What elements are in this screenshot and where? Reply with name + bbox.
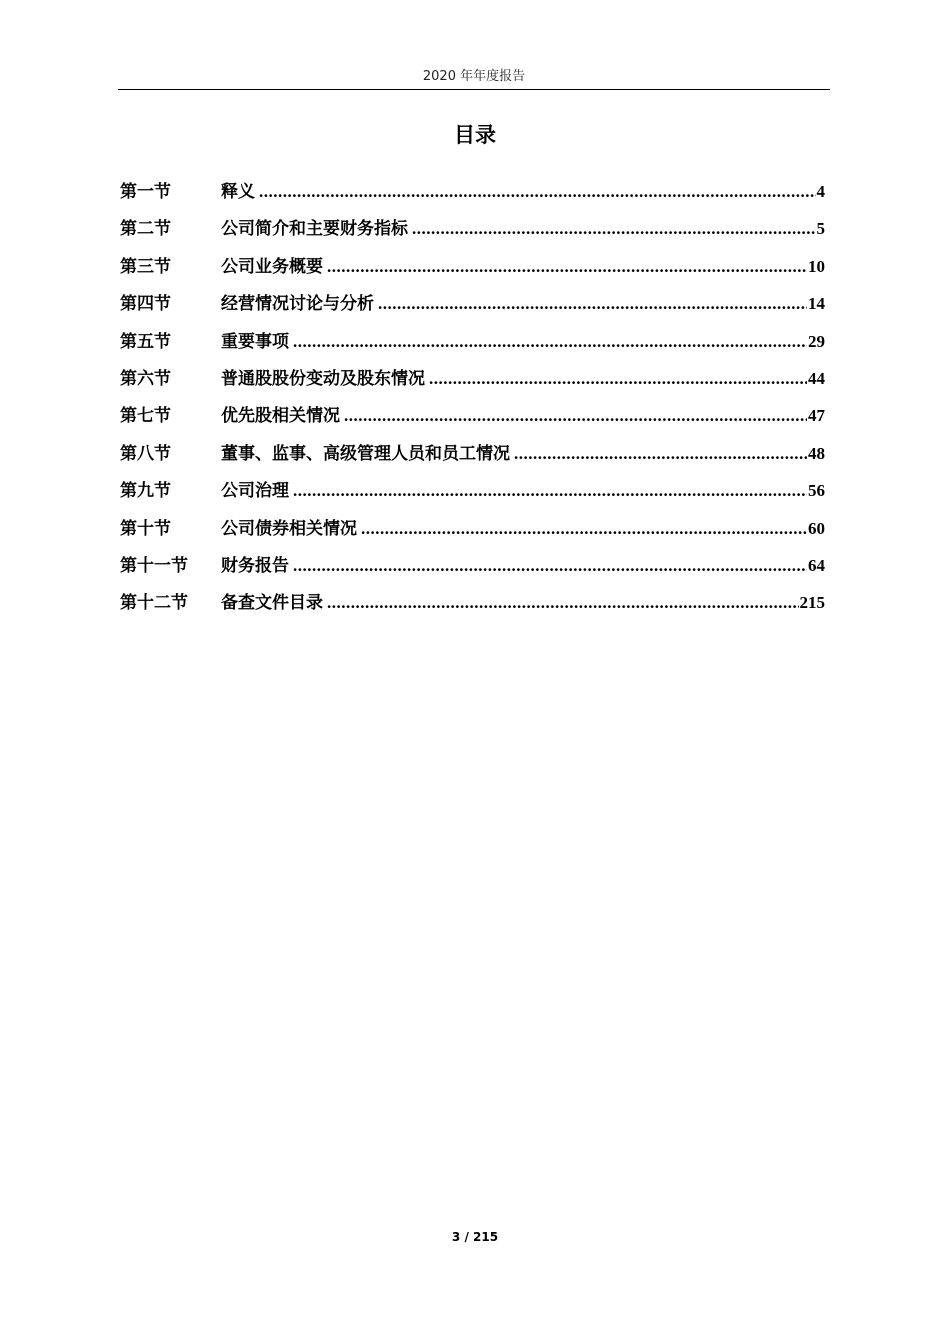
toc-section-number: 第十一节 [120, 555, 188, 576]
toc-dot-leader [293, 551, 807, 581]
toc-heading: 释义 [221, 182, 255, 202]
toc-dot-leader [378, 289, 807, 319]
toc-entry-5[interactable] [120, 327, 825, 364]
page-indicator: 3 / 215 [451, 1230, 499, 1244]
toc-dot-leader [293, 476, 807, 506]
toc-section-number: 第七节 [120, 406, 171, 427]
toc-section-number: 第十节 [120, 518, 171, 539]
toc-entry-4[interactable] [120, 289, 825, 326]
toc-section-number: 第三节 [120, 256, 171, 277]
toc-dot-leader [344, 401, 807, 431]
toc-heading: 优先股相关情况 [221, 406, 340, 427]
toc-dot-leader [514, 439, 807, 469]
toc-list [120, 177, 825, 626]
toc-entry-12[interactable] [120, 588, 825, 625]
toc-dot-leader [327, 252, 807, 282]
toc-entry-7[interactable] [120, 401, 825, 438]
toc-section-number: 第六节 [120, 368, 171, 389]
toc-heading: 公司业务概要 [221, 256, 323, 277]
toc-heading: 董事、监事、高级管理人员和员工情况 [221, 443, 510, 464]
toc-entry-9[interactable] [120, 476, 825, 513]
toc-page-number: 4 [816, 182, 825, 201]
toc-heading: 重要事项 [221, 331, 289, 352]
header-text: 2020 年年度报告 [422, 69, 526, 84]
toc-dot-leader [429, 364, 807, 394]
toc-heading: 公司简介和主要财务指标 [221, 219, 408, 240]
toc-entry-6[interactable] [120, 364, 825, 401]
toc-title: 目录 [454, 123, 496, 147]
toc-page-number: 215 [799, 593, 825, 613]
toc-dot-leader [293, 327, 807, 357]
toc-heading: 公司债券相关情况 [221, 518, 357, 539]
toc-entry-1[interactable] [120, 177, 825, 214]
toc-page-number: 44 [808, 368, 825, 388]
toc-dot-leader [412, 214, 816, 244]
toc-section-number: 第二节 [120, 219, 171, 240]
toc-heading: 经营情况讨论与分析 [221, 294, 374, 315]
toc-heading: 普通股股份变动及股东情况 [221, 368, 425, 389]
toc-section-number: 第四节 [120, 294, 171, 315]
toc-dot-leader [259, 177, 816, 207]
toc-entry-2[interactable] [120, 214, 825, 251]
page-header [118, 68, 830, 90]
toc-heading: 公司治理 [221, 481, 289, 502]
toc-section-number: 第一节 [120, 182, 171, 202]
toc-page-number: 14 [808, 294, 825, 314]
toc-entry-10[interactable] [120, 514, 825, 551]
toc-section-number: 第八节 [120, 443, 171, 464]
toc-entry-11[interactable] [120, 551, 825, 588]
toc-page-number: 60 [808, 518, 825, 538]
toc-page-number: 56 [808, 481, 825, 501]
toc-page-number: 29 [808, 331, 825, 351]
toc-heading: 备查文件目录 [221, 593, 323, 614]
toc-entry-8[interactable] [120, 439, 825, 476]
toc-page-number: 5 [816, 219, 825, 239]
toc-section-number: 第十二节 [120, 593, 188, 614]
toc-page-number: 64 [808, 555, 825, 575]
toc-section-number: 第五节 [120, 331, 171, 352]
toc-dot-leader [361, 514, 807, 544]
toc-dot-leader [327, 588, 799, 618]
toc-page-number: 48 [808, 443, 825, 463]
toc-heading: 财务报告 [221, 555, 289, 576]
page-footer [0, 1229, 950, 1245]
toc-section-number: 第九节 [120, 481, 171, 502]
toc-page-number: 47 [808, 406, 825, 426]
toc-entry-3[interactable] [120, 252, 825, 289]
toc-page-number: 10 [808, 256, 825, 276]
